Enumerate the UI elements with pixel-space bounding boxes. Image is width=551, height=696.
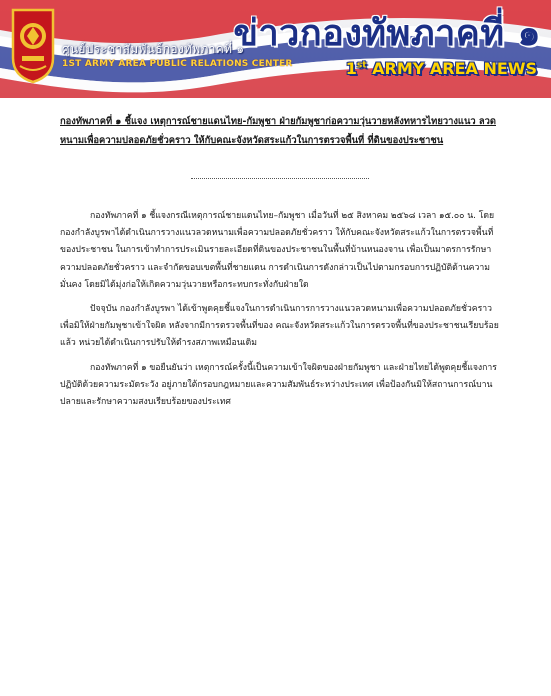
news-title-th: ข่าวกองทัพภาคที่ ๑: [233, 13, 541, 54]
press-release-body: [60, 98, 500, 411]
news-title-en-number: 1: [345, 59, 357, 78]
news-title-en-text: ARMY AREA NEWS: [372, 59, 537, 78]
pr-center-name-en: 1ST ARMY AREA PUBLIC RELATIONS CENTER: [62, 59, 293, 69]
paragraph: ปัจจุบัน กองกำลังบูรพา ได้เข้าพูดคุยชี้แจงในการดำเนินการการวางแนวลวดหนามเพื่อความปลอดภัยชั่วคราว เพื่อมิให้ฝ่ายกัมพูชาเข้าใจผิด หลังจากมีการตรวจพื้นที่ของ คณะจังหวัดสระแก้วในการตรวจพื้นที่ของประชาชนเรียบร้อยแล้ว หน่วยได้ดำเนินการปรับให้ดำรงสภาพเหมือนเดิม: [60, 304, 499, 349]
press-release-headline: กองทัพภาคที่ ๑ ชี้แจง เหตุการณ์ชายแดนไทย-กัมพูชา ฝ่ายกัมพูชาก่อความวุ่นวายหลังทหารไทยวางแนว ลวดหนามเพื่อความปลอดภัยชั่วคราว ให้กับคณะจังหวัดสระแก้วในการตรวจพื้นที่ ที่ดินของประชาชน: [60, 116, 496, 146]
dotted-divider: [191, 178, 369, 180]
news-header-banner: [0, 0, 551, 98]
paragraph: กองทัพภาคที่ ๑ ชี้แจงกรณีเหตุการณ์ชายแดนไทย–กัมพูชา เมื่อวันที่ ๒๕ สิงหาคม ๒๕๖๘ เวลา ๑๕.๐๐ น. โดยกองกำลังบูรพาได้ดำเนินการวางแนวลวดหนามเพื่อความปลอดภัยชั่วคราว ให้กับคณะจังหวัดสระแก้วในการตรวจพื้นที่ของประชาชน ในการเข้าทำการประเมินรายละเอียดที่ดินของประชาชนในพื้นที่บ้านหนองจาน เพื่อเป็นมาตรการรักษาความปลอดภัยชั่วคราว และจำกัดขอบเขตพื้นที่ชายแดน การดำเนินการดังกล่าวเป็นไปตามกรอบการปฏิบัติด้านความมั่นคง โดยมิได้มุ่งก่อให้เกิดความวุ่นวายหรือกระทบกระทั่งกับฝ่ายใด: [60, 211, 495, 290]
pr-center-name-th: ศูนย์ประชาสัมพันธ์กองทัพภาคที่ ๑: [62, 42, 245, 56]
news-title-en: [346, 59, 537, 78]
army-emblem-icon: [8, 6, 58, 84]
news-title-en-suffix: st: [356, 60, 367, 71]
paragraph: กองทัพภาคที่ ๑ ขอยืนยันว่า เหตุการณ์ครั้งนี้เป็นความเข้าใจผิดของฝ่ายกัมพูชา และฝ่ายไทยได้พูดคุยชี้แจงการปฏิบัติด้วยความระมัดระวัง อยู่ภายใต้กรอบกฎหมายและความสัมพันธ์ระหว่างประเทศ เพื่อป้องกันมิให้สถานการณ์บานปลายและรักษาความสงบเรียบร้อยของประเทศ: [60, 362, 497, 408]
